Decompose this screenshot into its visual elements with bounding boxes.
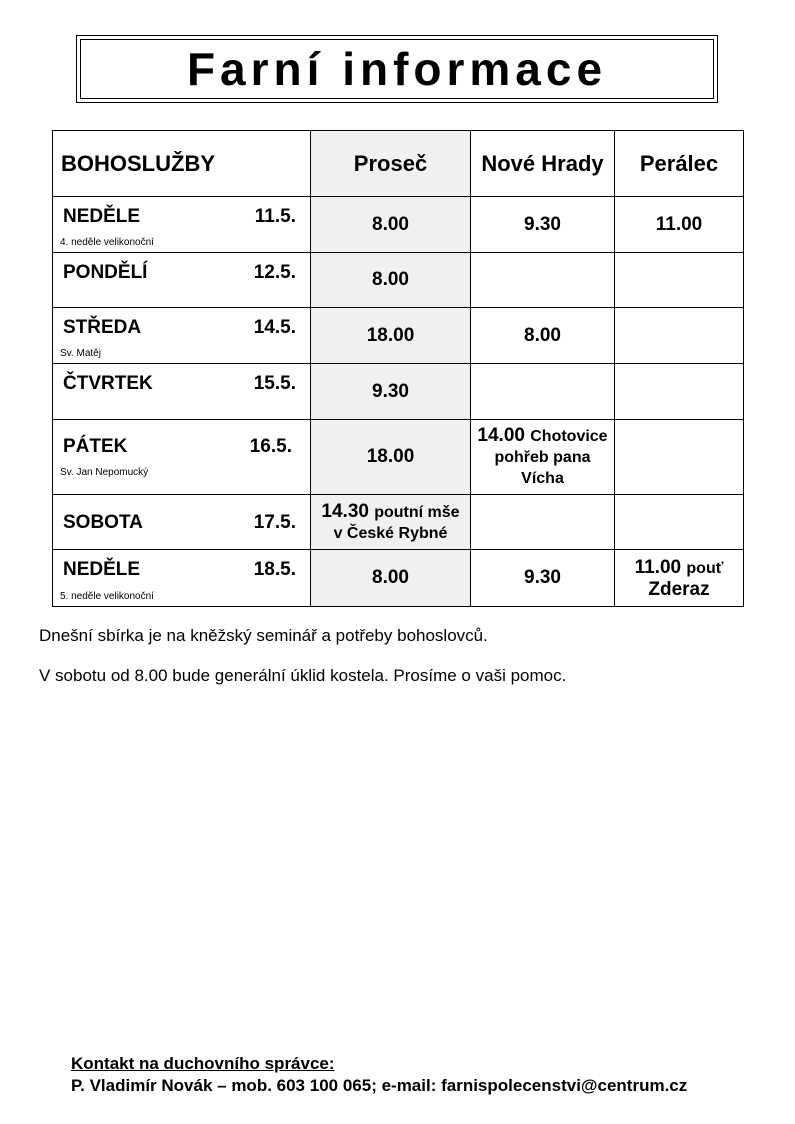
peralec-cell — [615, 253, 744, 308]
prosec-cell: 8.00 — [311, 197, 471, 253]
day-note: 5. neděle velikonoční — [60, 591, 154, 602]
day-name: SOBOTA — [63, 512, 143, 533]
day-cell — [53, 420, 311, 495]
day-note: 4. neděle velikonoční — [60, 237, 154, 248]
peralec-cell — [615, 364, 744, 420]
day-date: 18.5. — [253, 559, 296, 580]
day-name: NEDĚLE — [63, 206, 141, 227]
day-date: 17.5. — [253, 512, 296, 533]
announcement: Dnešní sbírka je na kněžský seminář a potřeby bohoslovců. — [39, 626, 488, 645]
contact-block — [71, 1053, 687, 1097]
day-cell — [53, 495, 311, 550]
day-date: 16.5. — [249, 436, 292, 457]
table-row — [53, 495, 744, 550]
table-row — [53, 364, 744, 420]
title-frame — [76, 35, 718, 103]
header-peralec: Perálec — [615, 131, 744, 197]
nove-hrady-cell — [471, 364, 615, 420]
day-note: Sv. Matěj — [60, 348, 101, 359]
event-time: 14.00 — [477, 425, 525, 446]
day-name: STŘEDA — [63, 317, 142, 338]
header-prosec: Proseč — [311, 131, 471, 197]
table-header-row — [53, 131, 744, 197]
day-name: PONDĚLÍ — [63, 262, 148, 283]
prosec-cell: 8.00 — [311, 253, 471, 308]
peralec-cell — [615, 420, 744, 495]
day-cell — [53, 308, 311, 364]
day-date: 11.5. — [254, 206, 296, 227]
event-text: poutní mše — [374, 503, 460, 521]
day-name: NEDĚLE — [63, 559, 141, 580]
contact-line: P. Vladimír Novák – mob. 603 100 065; e-mail: farnispolecenstvi@centrum.cz — [71, 1076, 688, 1095]
prosec-cell: 9.30 — [311, 364, 471, 420]
event-line: pohřeb pana — [494, 449, 591, 466]
day-date: 15.5. — [253, 373, 296, 394]
day-name: ČTVRTEK — [63, 373, 153, 394]
day-name: PÁTEK — [63, 436, 128, 457]
peralec-cell — [615, 495, 744, 550]
prosec-cell: 8.00 — [311, 550, 471, 607]
table-row — [53, 550, 744, 607]
event-text: pouť — [686, 559, 724, 577]
event-place: Chotovice — [530, 428, 608, 445]
announcement: V sobotu od 8.00 bude generální úklid kostela. Prosíme o vaši pomoc. — [39, 666, 567, 685]
header-services: BOHOSLUŽBY — [53, 131, 311, 197]
nove-hrady-cell: 9.30 — [471, 197, 615, 253]
peralec-cell — [615, 308, 744, 364]
event-time: 14.30 — [321, 500, 369, 522]
prosec-cell — [311, 495, 471, 550]
day-date: 12.5. — [253, 262, 296, 283]
table-row — [53, 420, 744, 495]
day-cell — [53, 550, 311, 607]
day-cell — [53, 197, 311, 253]
nove-hrady-cell — [471, 253, 615, 308]
header-nove-hrady: Nové Hrady — [471, 131, 615, 197]
prosec-cell: 18.00 — [311, 308, 471, 364]
title-inner-frame — [80, 39, 714, 99]
nove-hrady-cell: 9.30 — [471, 550, 615, 607]
page-title: Farní informace — [186, 43, 608, 95]
day-date: 14.5. — [253, 317, 296, 338]
contact-label: Kontakt na duchovního správce: — [71, 1054, 335, 1073]
peralec-cell: 11.00 — [615, 197, 744, 253]
day-note: Sv. Jan Nepomucký — [60, 467, 149, 478]
schedule-table — [52, 130, 744, 607]
event-line: v České Rybné — [333, 524, 448, 542]
table-row — [53, 197, 744, 253]
day-cell — [53, 253, 311, 308]
event-time: 11.00 — [634, 556, 682, 578]
nove-hrady-cell — [471, 495, 615, 550]
table-row — [53, 308, 744, 364]
table-row — [53, 253, 744, 308]
prosec-cell: 18.00 — [311, 420, 471, 495]
nove-hrady-cell: 8.00 — [471, 308, 615, 364]
peralec-cell — [615, 550, 744, 607]
day-cell — [53, 364, 311, 420]
event-line: Vícha — [521, 470, 564, 487]
nove-hrady-cell — [471, 420, 615, 495]
event-line: Zderaz — [648, 578, 710, 600]
